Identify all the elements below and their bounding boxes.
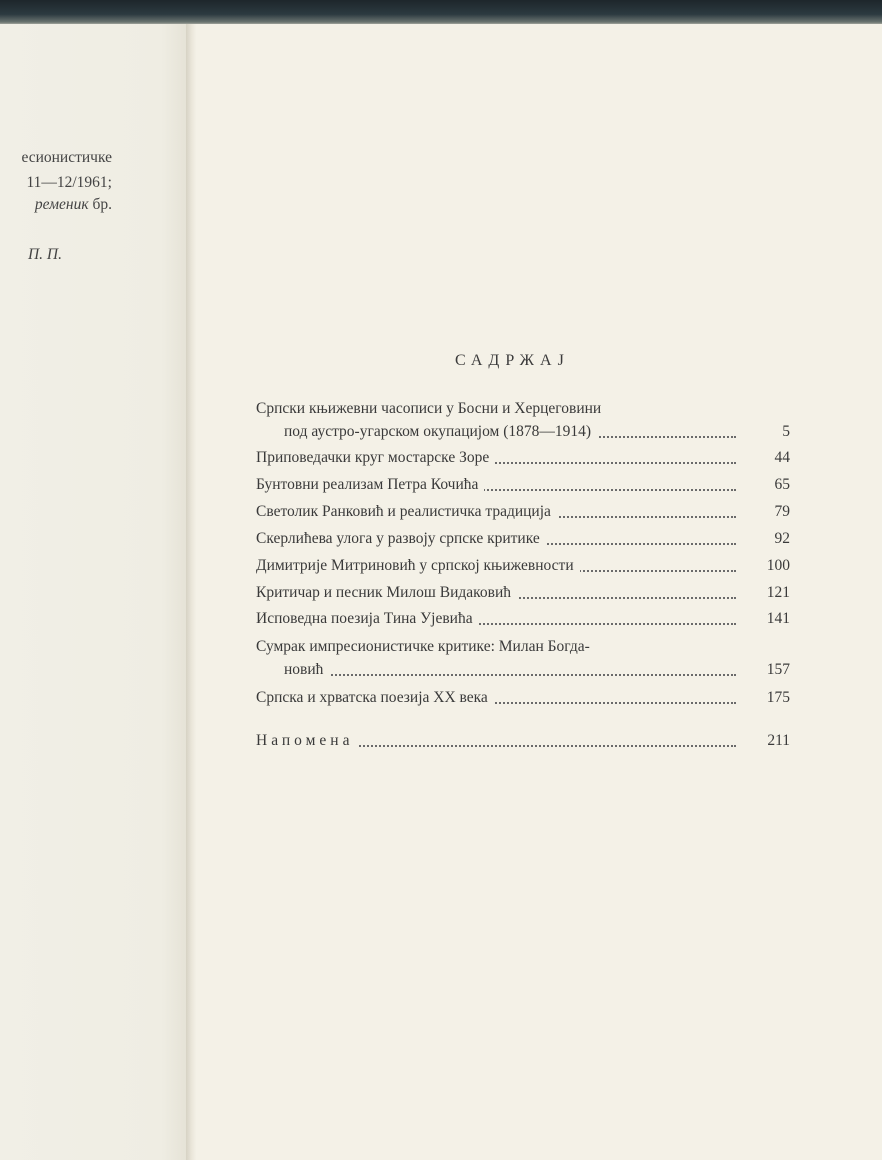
toc-page-number: 44	[774, 449, 790, 466]
toc-entry-title-text: Димитрије Митриновић у српској књижевности	[256, 557, 580, 574]
toc-page-number: 5	[782, 423, 790, 440]
left-page-line-3: ременик бр.	[34, 196, 112, 213]
toc-entry-title-text: новић	[284, 661, 329, 678]
toc-page-number: 92	[774, 530, 790, 547]
toc-entry[interactable]	[256, 610, 794, 636]
toc-page-number: 211	[767, 732, 790, 749]
toc-entry-title	[256, 530, 736, 548]
toc-page-number: 100	[766, 557, 790, 574]
toc-page-number: 157	[766, 661, 790, 678]
toc-entry-title	[256, 400, 736, 418]
left-page-initials: П. П.	[27, 246, 62, 263]
toc-entry[interactable]	[256, 449, 794, 475]
toc-entry-title-text: Бунтовни реализам Петра Кочића	[256, 476, 484, 493]
toc-entry[interactable]	[256, 557, 794, 583]
toc-entry[interactable]	[256, 689, 794, 715]
toc-entry-title	[284, 661, 736, 679]
toc-entry-title-text: Исповедна поезија Тина Ујевића	[256, 610, 479, 627]
toc-page-number: 175	[766, 689, 790, 706]
left-page	[0, 24, 190, 1160]
toc-page-number: 121	[766, 584, 790, 601]
toc-entry-title	[256, 610, 736, 628]
toc-entry[interactable]	[256, 400, 794, 440]
book-gutter	[186, 24, 196, 1160]
book-top-edge	[0, 0, 882, 26]
toc-entry[interactable]	[256, 530, 794, 556]
toc-entry-title	[256, 557, 736, 575]
toc-entry-title-text: Скерлићева улога у развоју српске критике	[256, 530, 546, 547]
toc-entry-title-text: Светолик Ранковић и реалистичка традиција	[256, 503, 557, 520]
toc-entry[interactable]	[256, 732, 794, 758]
toc-entry-title	[256, 584, 736, 602]
toc-page-number: 141	[766, 610, 790, 627]
toc-entry-title-text: Приповедачки круг мостарске Зоре	[256, 449, 495, 466]
toc-entry-title-text: Српски књижевни часописи у Босни и Херцеговини	[256, 400, 607, 417]
toc-page-number: 65	[774, 476, 790, 493]
toc-entry-title	[256, 638, 736, 656]
toc-entry-title	[256, 476, 736, 494]
toc-entry[interactable]	[256, 638, 794, 678]
toc-entry-title-text: под аустро-угарском окупацијом (1878—1914)	[284, 423, 597, 440]
toc-entry-title	[256, 689, 736, 707]
toc-entry-title-text: Сумрак импресионистичке критике: Милан Богда-	[256, 638, 596, 655]
toc-entry-title-text: Српска и хрватска поезија XX века	[256, 689, 494, 706]
toc-entry-title	[284, 423, 736, 441]
toc-entry[interactable]	[256, 476, 794, 502]
toc-page-number: 79	[774, 503, 790, 520]
toc-entry-title	[256, 449, 736, 467]
toc-entry[interactable]	[256, 584, 794, 610]
toc-entry-title-text: Напомена	[256, 732, 359, 749]
toc-heading: САДРЖАЈ	[455, 352, 570, 369]
left-page-line-1: есионистичке	[21, 149, 112, 166]
toc-entry-title	[256, 503, 736, 521]
toc-leader-dots	[284, 674, 736, 676]
toc-entry[interactable]	[256, 503, 794, 529]
left-page-line-2: 11—12/1961;	[26, 174, 112, 191]
toc-entry-title	[256, 732, 736, 750]
toc-entry-title-text: Критичар и песник Милош Видаковић	[256, 584, 517, 601]
